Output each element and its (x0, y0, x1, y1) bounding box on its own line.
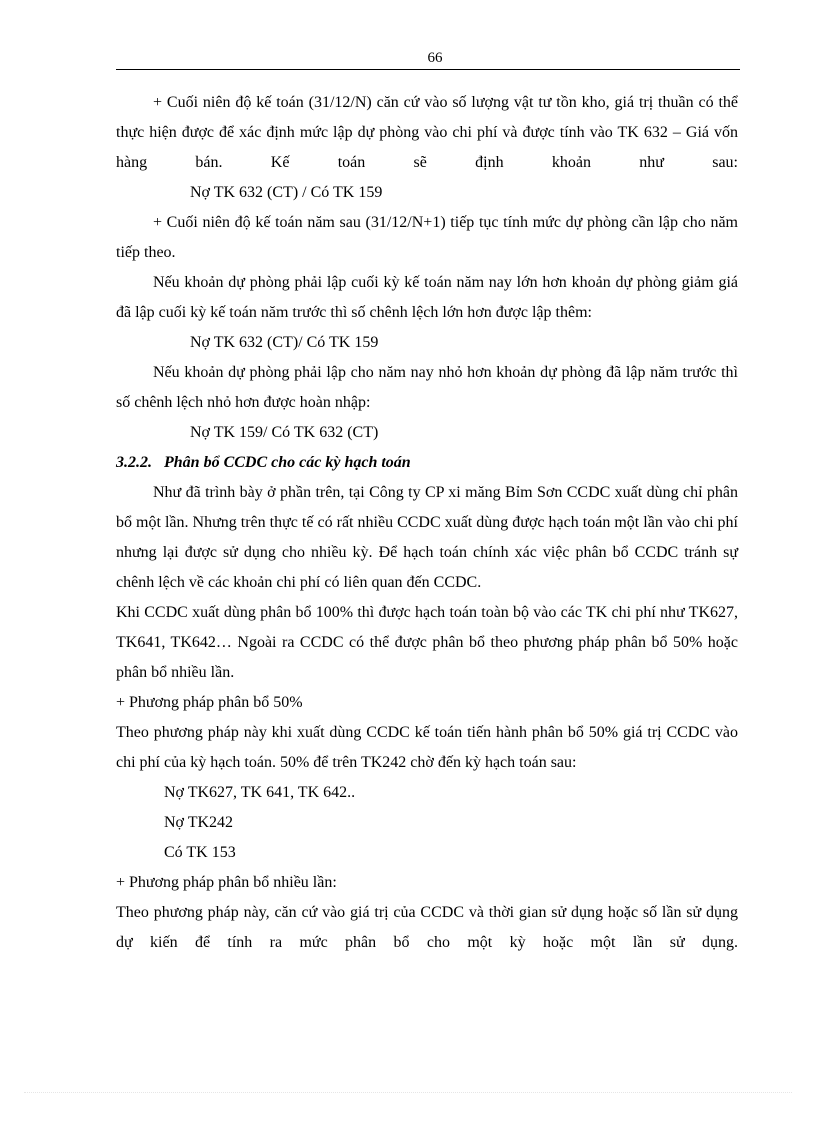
paragraph-method-50-percent-desc: Theo phương pháp này khi xuất dùng CCDC kế toán tiến hành phân bổ 50% giá trị CCDC vào chi phí của kỳ hạch toán. 50% để trên TK242 chờ đến kỳ hạch toán sau: (116, 724, 738, 771)
header-rule (116, 69, 740, 70)
paragraph-year-end-provision: + Cuối niên độ kế toán (31/12/N) căn cứ vào số lượng vật tư tồn kho, giá trị thuần có thể thực hiện được để xác định mức lập dự phòng vào chi phí và được tính vào TK 632 – Giá vốn hàng bán. Kế toán sẽ định khoản như sau: (116, 94, 738, 171)
section-heading (116, 448, 738, 478)
paragraph-method-multiple-desc: Theo phương pháp này, căn cứ vào giá trị của CCDC và thời gian sử dụng hoặc số lần sử dụng dự kiến để tính ra mức phân bổ cho một kỳ hoặc một lần sử dụng. (116, 904, 738, 951)
paragraph-ccdc-100-percent: Khi CCDC xuất dùng phân bổ 100% thì được hạch toán toàn bộ vào các TK chi phí như TK627, TK641, TK642… Ngoài ra CCDC có thể được phân bổ theo phương pháp phân bổ 50% hoặc phân bổ nhiều lần. (116, 604, 738, 681)
paragraph-next-year-provision: + Cuối niên độ kế toán năm sau (31/12/N+1) tiếp tục tính mức dự phòng cần lập cho năm tiếp theo. (116, 214, 738, 261)
page-bottom-border (24, 1092, 792, 1093)
paragraph-method-50-percent-title: + Phương pháp phân bổ 50% (116, 694, 303, 711)
paragraph-ccdc-allocation-intro: Như đã trình bày ở phần trên, tại Công ty CP xi măng Bỉm Sơn CCDC xuất dùng chỉ phân bổ một lần. Nhưng trên thực tế có rất nhiều CCDC xuất dùng được hạch toán một lần vào chi phí nhưng lại được sử dụng cho nhiều kỳ. Để hạch toán chính xác việc phân bổ CCDC tránh sự chênh lệch về các khoản chi phí có liên quan đến CCDC. (116, 484, 738, 591)
section-heading-number: 3.2.2. (116, 454, 152, 471)
paragraph-provision-reversal: Nếu khoản dự phòng phải lập cho năm nay nhỏ hơn khoản dự phòng đã lập năm trước thì số chênh lệch nhỏ hơn được hoàn nhập: (116, 364, 738, 411)
journal-entry-159-632: Nợ TK 159/ Có TK 632 (CT) (190, 424, 379, 441)
paragraph-provision-increase: Nếu khoản dự phòng phải lập cuối kỳ kế toán năm nay lớn hơn khoản dự phòng giảm giá đã lập cuối kỳ kế toán năm trước thì số chênh lệch lớn hơn được lập thêm: (116, 274, 738, 321)
journal-entry-632-159-additional: Nợ TK 632 (CT)/ Có TK 159 (190, 334, 379, 351)
journal-entry-debit-expense: Nợ TK627, TK 641, TK 642.. (164, 784, 356, 801)
page-number: 66 (427, 50, 443, 66)
section-heading-title: Phân bổ CCDC cho các kỳ hạch toán (164, 454, 411, 471)
journal-entry-credit-153: Có TK 153 (164, 844, 236, 861)
journal-entry-debit-242: Nợ TK242 (164, 814, 234, 831)
journal-entry-632-159: Nợ TK 632 (CT) / Có TK 159 (190, 184, 383, 201)
document-body (116, 88, 738, 958)
paragraph-method-multiple-title: + Phương pháp phân bổ nhiều lần: (116, 874, 337, 891)
